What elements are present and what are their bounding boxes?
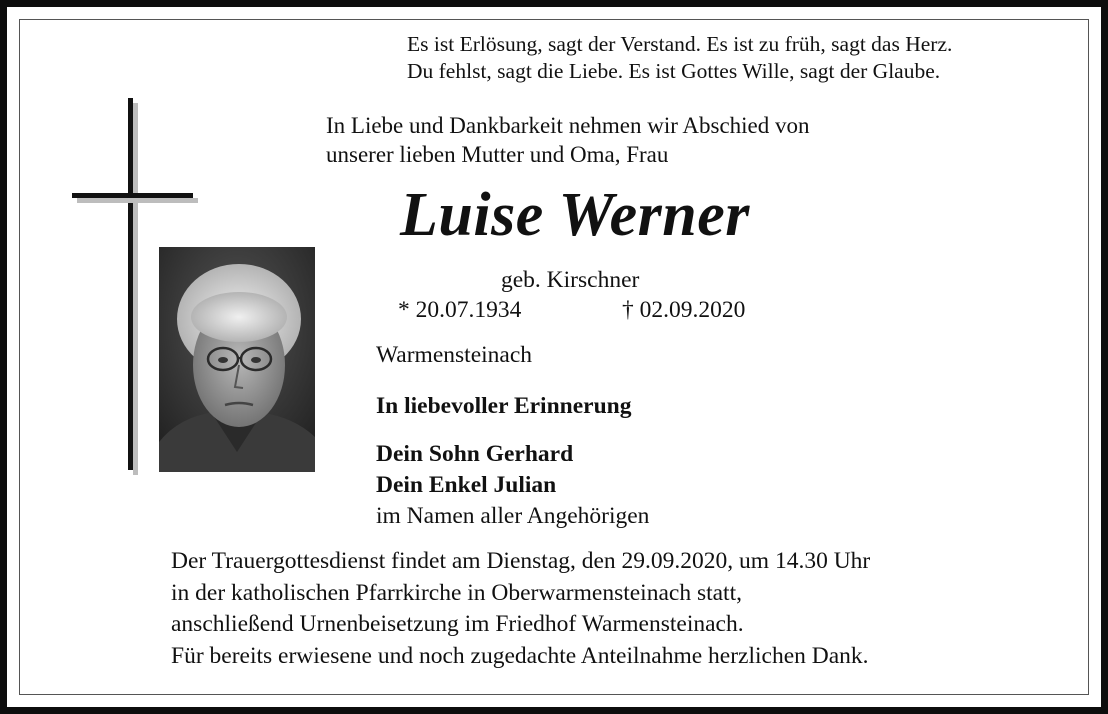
- death-date: † 02.09.2020: [622, 297, 746, 323]
- maiden-name: geb. Kirschner: [501, 267, 640, 293]
- intro-line-2: unserer lieben Mutter und Oma, Frau: [326, 142, 669, 167]
- service-line-1: Der Trauergottesdienst findet am Dienstag, den 29.09.2020, um 14.30 Uhr: [171, 548, 871, 574]
- memory-heading: In liebevoller Erinnerung: [376, 393, 632, 419]
- quote-line-2: Du fehlst, sagt die Liebe. Es ist Gottes Wille, sagt der Glaube.: [407, 59, 941, 83]
- mourner-others: im Namen aller Angehörigen: [376, 503, 650, 529]
- place: Warmensteinach: [376, 342, 533, 368]
- portrait-photo: [159, 247, 315, 472]
- mourner-grandson: Dein Enkel Julian: [376, 472, 557, 498]
- quote-line-1: Es ist Erlösung, sagt der Verstand. Es ist zu früh, sagt das Herz.: [407, 32, 953, 56]
- mourner-son: Dein Sohn Gerhard: [376, 441, 574, 467]
- deceased-name: Luise Werner: [400, 181, 750, 249]
- portrait-image: [159, 247, 315, 472]
- service-line-4: Für bereits erwiesene und noch zugedachte Anteilnahme herzlichen Dank.: [171, 643, 869, 669]
- cross-horizontal-bar: [72, 193, 193, 198]
- service-line-3: anschließend Urnenbeisetzung im Friedhof Warmensteinach.: [171, 611, 744, 637]
- birth-date: * 20.07.1934: [398, 297, 522, 323]
- intro-line-1: In Liebe und Dankbarkeit nehmen wir Abschied von: [326, 113, 810, 138]
- service-line-2: in der katholischen Pfarrkirche in Oberwarmensteinach statt,: [171, 580, 742, 606]
- cross-vertical-bar: [128, 98, 133, 470]
